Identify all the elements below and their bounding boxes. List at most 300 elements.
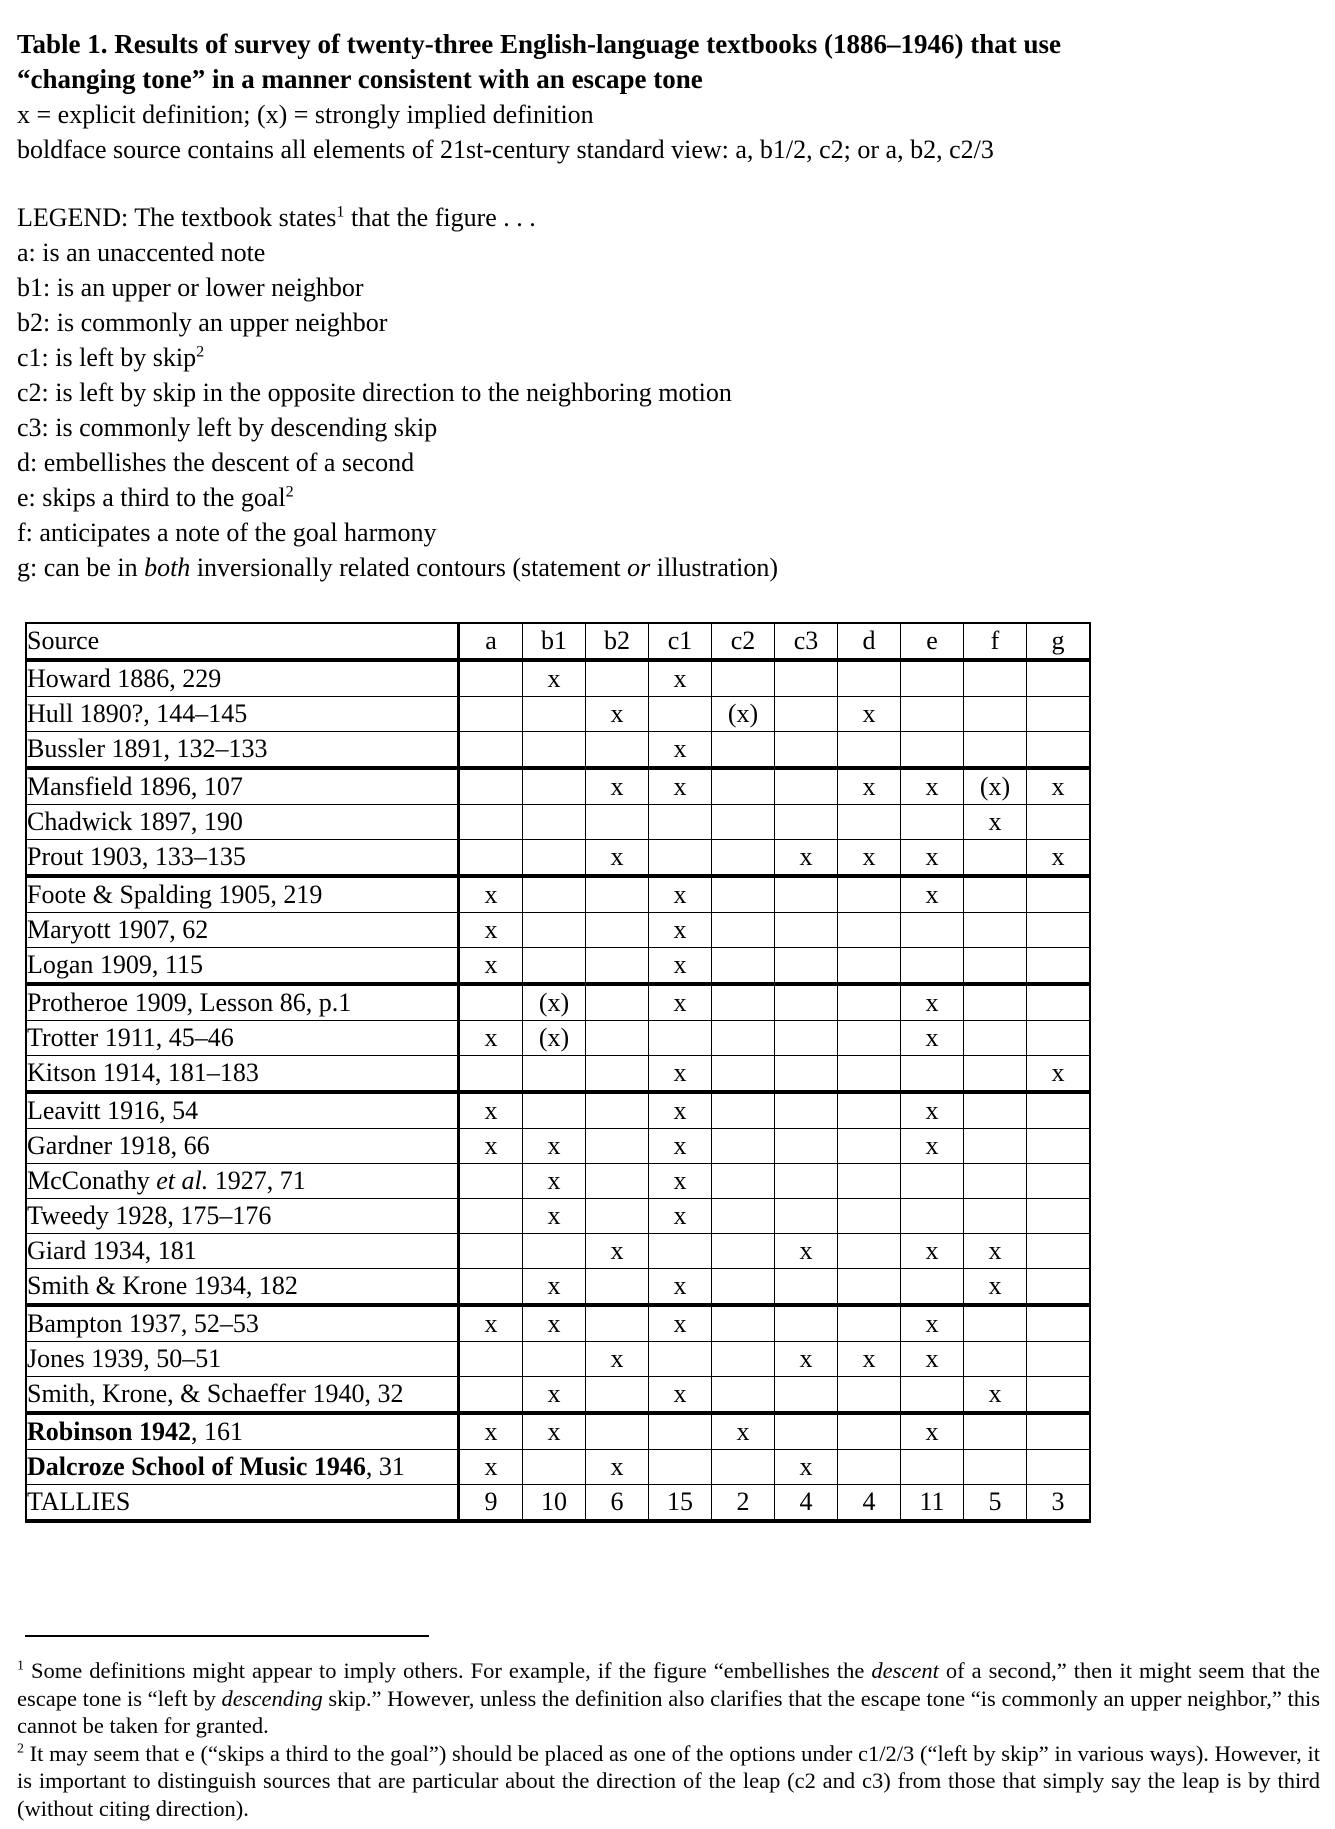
table-mark-cell-b2 <box>586 876 649 913</box>
table-mark-cell-c2 <box>712 805 775 840</box>
table-mark-cell-c1: 15 <box>649 1485 712 1522</box>
table-mark-cell-c2 <box>712 1450 775 1485</box>
table-mark-cell-c3 <box>775 805 838 840</box>
table-row <box>26 1342 1090 1377</box>
table-mark-cell-c2: 2 <box>712 1485 775 1522</box>
table-row <box>26 876 1090 913</box>
table-source-cell <box>26 913 459 948</box>
text-segment: that the figure . . . <box>344 203 536 232</box>
legend-item <box>17 340 1320 375</box>
table-row <box>26 1413 1090 1450</box>
table-source-cell <box>26 1342 459 1377</box>
table-mark-cell-d <box>838 660 901 697</box>
text-segment: g: can be in <box>17 553 145 582</box>
table-mark-cell-g <box>1027 732 1091 769</box>
table-mark-cell-a: x <box>459 913 523 948</box>
table-mark-cell-e <box>901 1377 964 1414</box>
table-source-cell <box>26 805 459 840</box>
text-segment: Protheroe 1909, Lesson 86, p.1 <box>27 988 352 1017</box>
table-row <box>26 913 1090 948</box>
table-mark-cell-c2 <box>712 1164 775 1199</box>
table-mark-cell-d <box>838 984 901 1021</box>
table-mark-cell-f <box>964 732 1027 769</box>
table-mark-cell-c1: x <box>649 732 712 769</box>
table-mark-cell-f <box>964 660 1027 697</box>
table-mark-cell-c3 <box>775 1092 838 1129</box>
text-segment: Robinson 1942 <box>27 1417 191 1446</box>
legend-item <box>17 550 1320 585</box>
table-mark-cell-c1 <box>649 697 712 732</box>
table-mark-cell-c2 <box>712 1056 775 1093</box>
text-segment: a: is an unaccented note <box>17 238 266 267</box>
table-mark-cell-a <box>459 697 523 732</box>
table-mark-cell-f: x <box>964 1234 1027 1269</box>
table-source-cell <box>26 1164 459 1199</box>
text-segment: et al. <box>156 1166 209 1195</box>
table-mark-cell-c2 <box>712 913 775 948</box>
table-mark-cell-a <box>459 1199 523 1234</box>
table-mark-cell-b1 <box>523 840 586 877</box>
table-mark-cell-a: x <box>459 1092 523 1129</box>
table-mark-cell-c3 <box>775 913 838 948</box>
table-title-line-2: “changing tone” in a manner consistent with an escape tone <box>17 64 703 94</box>
table-row <box>26 697 1090 732</box>
table-mark-cell-e: x <box>901 1092 964 1129</box>
table-mark-cell-a: x <box>459 948 523 985</box>
key-explicit-definition: x = explicit definition; (x) = strongly implied definition <box>17 100 594 129</box>
table-source-cell <box>26 1377 459 1414</box>
table-mark-cell-f <box>964 1450 1027 1485</box>
table-mark-cell-a: x <box>459 1305 523 1342</box>
table-mark-cell-c2 <box>712 1377 775 1414</box>
table-mark-cell-c1: x <box>649 1092 712 1129</box>
table-mark-cell-f <box>964 984 1027 1021</box>
text-segment: b2: is commonly an upper neighbor <box>17 308 388 337</box>
table-mark-cell-b2: x <box>586 840 649 877</box>
text-segment: , 31 <box>365 1452 405 1481</box>
table-mark-cell-g: x <box>1027 768 1091 805</box>
table-row <box>26 1021 1090 1056</box>
table-mark-cell-g <box>1027 1377 1091 1414</box>
legend-item <box>17 410 1320 445</box>
footnote-1 <box>17 1657 1320 1740</box>
text-segment: d: embellishes the descent of a second <box>17 448 415 477</box>
text-segment: Chadwick 1897, 190 <box>27 807 243 836</box>
table-title-line-1: Table 1. Results of survey of twenty-three English-language textbooks (1886–1946) that use <box>17 29 1062 59</box>
table-mark-cell-d: x <box>838 697 901 732</box>
table-mark-cell-c1: x <box>649 1377 712 1414</box>
text-segment: b1: is an upper or lower neighbor <box>17 273 364 302</box>
table-mark-cell-g <box>1027 1129 1091 1164</box>
text-segment: Howard 1886, 229 <box>27 664 222 693</box>
table-mark-cell-c3: 4 <box>775 1485 838 1522</box>
legend-item <box>17 515 1320 550</box>
superscript-footnote-marker: 1 <box>17 1658 24 1674</box>
table-row <box>26 1269 1090 1306</box>
table-source-cell <box>26 1129 459 1164</box>
table-mark-cell-b2 <box>586 805 649 840</box>
table-mark-cell-d <box>838 805 901 840</box>
table-mark-cell-g <box>1027 1164 1091 1199</box>
table-mark-cell-g <box>1027 1269 1091 1306</box>
table-mark-cell-e: x <box>901 1129 964 1164</box>
table-mark-cell-b1 <box>523 732 586 769</box>
table-mark-cell-c1: x <box>649 948 712 985</box>
table-mark-cell-b2 <box>586 1413 649 1450</box>
table-mark-cell-b2 <box>586 732 649 769</box>
column-header-c1: c1 <box>649 623 712 660</box>
table-mark-cell-g <box>1027 1305 1091 1342</box>
table-mark-cell-c3 <box>775 948 838 985</box>
table-mark-cell-d <box>838 1413 901 1450</box>
table-mark-cell-b2 <box>586 1092 649 1129</box>
table-source-cell <box>26 1092 459 1129</box>
table-row <box>26 948 1090 985</box>
table-mark-cell-e: x <box>901 1234 964 1269</box>
table-mark-cell-e: 11 <box>901 1485 964 1522</box>
table-mark-cell-c1: x <box>649 1269 712 1306</box>
table-mark-cell-f <box>964 1092 1027 1129</box>
table-mark-cell-d <box>838 1305 901 1342</box>
table-mark-cell-c1: x <box>649 913 712 948</box>
table-source-cell <box>26 1021 459 1056</box>
table-mark-cell-b1: x <box>523 1305 586 1342</box>
table-mark-cell-d <box>838 948 901 985</box>
table-mark-cell-a: x <box>459 1021 523 1056</box>
table-mark-cell-a <box>459 768 523 805</box>
table-row <box>26 984 1090 1021</box>
table-mark-cell-c2: x <box>712 1413 775 1450</box>
text-segment: e: skips a third to the goal <box>17 483 286 512</box>
table-mark-cell-a: x <box>459 1413 523 1450</box>
table-source-cell <box>26 1056 459 1093</box>
table-row <box>26 1199 1090 1234</box>
table-mark-cell-c2 <box>712 732 775 769</box>
table-mark-cell-c3 <box>775 1021 838 1056</box>
table-row <box>26 1377 1090 1414</box>
table-source-cell <box>26 1413 459 1450</box>
table-mark-cell-f <box>964 1199 1027 1234</box>
table-mark-cell-f: x <box>964 805 1027 840</box>
table-mark-cell-c3 <box>775 876 838 913</box>
legend-item <box>17 270 1320 305</box>
table-mark-cell-c2 <box>712 1234 775 1269</box>
column-header-d: d <box>838 623 901 660</box>
table-mark-cell-g <box>1027 913 1091 948</box>
table-mark-cell-c3: x <box>775 1234 838 1269</box>
table-mark-cell-c3 <box>775 1377 838 1414</box>
table-mark-cell-b1 <box>523 913 586 948</box>
table-mark-cell-e <box>901 948 964 985</box>
table-mark-cell-e: x <box>901 840 964 877</box>
table-mark-cell-b1 <box>523 1450 586 1485</box>
table-mark-cell-c2 <box>712 876 775 913</box>
table-mark-cell-b2 <box>586 1164 649 1199</box>
table-mark-cell-c3: x <box>775 1342 838 1377</box>
table-row <box>26 840 1090 877</box>
table-mark-cell-b1: x <box>523 1164 586 1199</box>
table-mark-cell-c3 <box>775 1164 838 1199</box>
table-mark-cell-b2 <box>586 1021 649 1056</box>
table-mark-cell-a <box>459 805 523 840</box>
table-mark-cell-e <box>901 805 964 840</box>
table-mark-cell-e <box>901 660 964 697</box>
text-segment: LEGEND: The textbook states <box>17 203 337 232</box>
footnotes-section <box>17 1657 1320 1822</box>
table-mark-cell-c1 <box>649 1413 712 1450</box>
table-mark-cell-b1: x <box>523 1413 586 1450</box>
table-mark-cell-a <box>459 732 523 769</box>
table-mark-cell-f: 5 <box>964 1485 1027 1522</box>
table-mark-cell-c1 <box>649 1021 712 1056</box>
table-mark-cell-c3 <box>775 768 838 805</box>
table-mark-cell-c3 <box>775 1056 838 1093</box>
text-segment: Jones 1939, 50–51 <box>27 1344 222 1373</box>
table-source-cell <box>26 1305 459 1342</box>
table-mark-cell-g <box>1027 697 1091 732</box>
text-segment: TALLIES <box>27 1487 131 1516</box>
superscript-footnote-marker: 2 <box>285 483 294 501</box>
table-mark-cell-b1: (x) <box>523 1021 586 1056</box>
table-mark-cell-c1: x <box>649 1199 712 1234</box>
table-mark-cell-b1 <box>523 1342 586 1377</box>
table-mark-cell-a: x <box>459 876 523 913</box>
table-mark-cell-e <box>901 697 964 732</box>
table-source-cell <box>26 732 459 769</box>
column-header-e: e <box>901 623 964 660</box>
text-segment: c3: is commonly left by descending skip <box>17 413 438 442</box>
table-mark-cell-c2 <box>712 1021 775 1056</box>
table-mark-cell-g <box>1027 1199 1091 1234</box>
table-mark-cell-a: 9 <box>459 1485 523 1522</box>
table-mark-cell-c3 <box>775 1305 838 1342</box>
text-segment: 1927, 71 <box>208 1166 306 1195</box>
table-mark-cell-g <box>1027 660 1091 697</box>
table-mark-cell-b2: x <box>586 1234 649 1269</box>
column-header-c3: c3 <box>775 623 838 660</box>
table-mark-cell-b1: x <box>523 1269 586 1306</box>
legend-item <box>17 305 1320 340</box>
table-mark-cell-g: x <box>1027 840 1091 877</box>
table-mark-cell-b1 <box>523 805 586 840</box>
table-mark-cell-c1 <box>649 1234 712 1269</box>
table-mark-cell-c3 <box>775 984 838 1021</box>
table-mark-cell-c3 <box>775 1129 838 1164</box>
table-mark-cell-d: 4 <box>838 1485 901 1522</box>
table-mark-cell-f <box>964 876 1027 913</box>
table-mark-cell-c3 <box>775 1269 838 1306</box>
table-mark-cell-b2 <box>586 660 649 697</box>
table-mark-cell-b1 <box>523 1056 586 1093</box>
table-mark-cell-f <box>964 1413 1027 1450</box>
table-mark-cell-a <box>459 1056 523 1093</box>
table-mark-cell-a <box>459 660 523 697</box>
text-segment: , 161 <box>191 1417 243 1446</box>
text-segment: Dalcroze School of Music 1946 <box>27 1452 366 1481</box>
text-segment: descent <box>871 1658 939 1683</box>
table-source-cell <box>26 660 459 697</box>
table-mark-cell-c2 <box>712 1092 775 1129</box>
table-mark-cell-b2 <box>586 1305 649 1342</box>
legend-list <box>17 235 1320 585</box>
text-segment: Hull 1890?, 144–145 <box>27 699 248 728</box>
superscript-footnote-marker: 1 <box>336 203 345 221</box>
text-segment: Trotter 1911, 45–46 <box>27 1023 234 1052</box>
table-mark-cell-g <box>1027 1021 1091 1056</box>
table-mark-cell-g <box>1027 1234 1091 1269</box>
table-mark-cell-b1: x <box>523 1377 586 1414</box>
table-mark-cell-g <box>1027 805 1091 840</box>
table-mark-cell-b1 <box>523 876 586 913</box>
text-segment: Gardner 1918, 66 <box>27 1131 210 1160</box>
table-mark-cell-c3 <box>775 660 838 697</box>
table-mark-cell-g <box>1027 1413 1091 1450</box>
text-segment: Kitson 1914, 181–183 <box>27 1058 259 1087</box>
table-mark-cell-a <box>459 1234 523 1269</box>
table-source-cell <box>26 876 459 913</box>
table-mark-cell-e: x <box>901 984 964 1021</box>
survey-table <box>25 622 1091 1523</box>
table-row <box>26 660 1090 697</box>
table-mark-cell-d <box>838 1164 901 1199</box>
table-mark-cell-c2 <box>712 984 775 1021</box>
text-segment: Giard 1934, 181 <box>27 1236 197 1265</box>
table-mark-cell-f: x <box>964 1269 1027 1306</box>
table-mark-cell-f <box>964 1305 1027 1342</box>
table-mark-cell-d <box>838 1092 901 1129</box>
table-mark-cell-f <box>964 1129 1027 1164</box>
table-mark-cell-c2 <box>712 1342 775 1377</box>
table-mark-cell-b1 <box>523 697 586 732</box>
table-mark-cell-g: 3 <box>1027 1485 1091 1522</box>
table-mark-cell-c1 <box>649 1450 712 1485</box>
table-mark-cell-c2 <box>712 660 775 697</box>
text-segment: Foote & Spalding 1905, 219 <box>27 880 323 909</box>
text-segment: Prout 1903, 133–135 <box>27 842 246 871</box>
table-mark-cell-e <box>901 732 964 769</box>
table-row <box>26 1234 1090 1269</box>
table-mark-cell-d <box>838 1234 901 1269</box>
text-segment: c1: is left by skip <box>17 343 197 372</box>
table-mark-cell-c2 <box>712 768 775 805</box>
table-mark-cell-f <box>964 913 1027 948</box>
table-mark-cell-c3: x <box>775 1450 838 1485</box>
table-mark-cell-c3 <box>775 1413 838 1450</box>
table-source-cell <box>26 1485 459 1522</box>
table-mark-cell-a <box>459 840 523 877</box>
table-mark-cell-c2 <box>712 1269 775 1306</box>
table-mark-cell-e: x <box>901 1021 964 1056</box>
text-segment: It may seem that e (“skips a third to the goal”) should be placed as one of the options under c1/2/3 (“left by skip” in various ways). However, it is important to distinguish sources that are particular about the direction of the leap (c2 and c3) from those that simply say the leap is by third (without citing direction). <box>17 1740 1320 1821</box>
column-header-f: f <box>964 623 1027 660</box>
table-source-cell <box>26 1234 459 1269</box>
table-mark-cell-f <box>964 1164 1027 1199</box>
table-row <box>26 1485 1090 1522</box>
table-mark-cell-g <box>1027 948 1091 985</box>
table-mark-cell-d <box>838 1129 901 1164</box>
table-mark-cell-g <box>1027 984 1091 1021</box>
spacer <box>17 167 1320 200</box>
table-mark-cell-c1: x <box>649 1164 712 1199</box>
table-mark-cell-a: x <box>459 1129 523 1164</box>
table-source-cell <box>26 1450 459 1485</box>
table-header-row <box>26 623 1090 660</box>
table-mark-cell-g: x <box>1027 1056 1091 1093</box>
table-mark-cell-e: x <box>901 1413 964 1450</box>
table-row <box>26 1305 1090 1342</box>
table-mark-cell-e: x <box>901 1342 964 1377</box>
table-mark-cell-f <box>964 1342 1027 1377</box>
table-mark-cell-e <box>901 913 964 948</box>
table-mark-cell-d <box>838 1450 901 1485</box>
text-segment: McConathy <box>27 1166 157 1195</box>
text-segment: of a second,” then it might seem that the escape tone is “left by <box>17 1658 1320 1711</box>
legend-item <box>17 445 1320 480</box>
footnote-separator <box>25 1635 429 1637</box>
table-row <box>26 1450 1090 1485</box>
table-mark-cell-d: x <box>838 768 901 805</box>
table-mark-cell-c3: x <box>775 840 838 877</box>
table-mark-cell-d <box>838 876 901 913</box>
table-row <box>26 732 1090 769</box>
table-mark-cell-g <box>1027 1450 1091 1485</box>
table-mark-cell-c1 <box>649 840 712 877</box>
table-mark-cell-b1: 10 <box>523 1485 586 1522</box>
table-mark-cell-a <box>459 1164 523 1199</box>
table-mark-cell-c1: x <box>649 984 712 1021</box>
table-mark-cell-c2: (x) <box>712 697 775 732</box>
table-mark-cell-e: x <box>901 1305 964 1342</box>
table-mark-cell-c2 <box>712 1305 775 1342</box>
text-segment: c2: is left by skip in the opposite direction to the neighboring motion <box>17 378 732 407</box>
text-segment: Logan 1909, 115 <box>27 950 203 979</box>
table-mark-cell-b1 <box>523 948 586 985</box>
table-mark-cell-g <box>1027 876 1091 913</box>
legend-item <box>17 375 1320 410</box>
text-segment: Smith & Krone 1934, 182 <box>27 1271 298 1300</box>
key-boldface-note: boldface source contains all elements of 21st-century standard view: a, b1/2, c2; or a, b2, c2/3 <box>17 135 994 164</box>
table-mark-cell-d <box>838 732 901 769</box>
superscript-footnote-marker: 2 <box>17 1741 24 1756</box>
table-mark-cell-b2 <box>586 1129 649 1164</box>
table-mark-cell-c2 <box>712 1129 775 1164</box>
table-mark-cell-d <box>838 1199 901 1234</box>
table-mark-cell-g <box>1027 1342 1091 1377</box>
table-mark-cell-f <box>964 697 1027 732</box>
column-header-g: g <box>1027 623 1091 660</box>
table-source-cell <box>26 1269 459 1306</box>
table-mark-cell-b2: x <box>586 1450 649 1485</box>
table-mark-cell-d <box>838 1021 901 1056</box>
table-row <box>26 768 1090 805</box>
table-mark-cell-c2 <box>712 1199 775 1234</box>
table-mark-cell-f <box>964 1021 1027 1056</box>
table-row <box>26 1164 1090 1199</box>
table-row <box>26 805 1090 840</box>
table-mark-cell-b2: x <box>586 1342 649 1377</box>
table-mark-cell-b1: x <box>523 1199 586 1234</box>
superscript-footnote-marker: 2 <box>196 343 205 361</box>
text-segment: Smith, Krone, & Schaeffer 1940, 32 <box>27 1379 404 1408</box>
column-header-source: Source <box>26 623 459 660</box>
table-mark-cell-b2 <box>586 1199 649 1234</box>
table-mark-cell-c1: x <box>649 876 712 913</box>
text-segment: Maryott 1907, 62 <box>27 915 209 944</box>
table-mark-cell-g <box>1027 1092 1091 1129</box>
table-mark-cell-b2 <box>586 1056 649 1093</box>
column-header-b1: b1 <box>523 623 586 660</box>
table-mark-cell-b2: 6 <box>586 1485 649 1522</box>
